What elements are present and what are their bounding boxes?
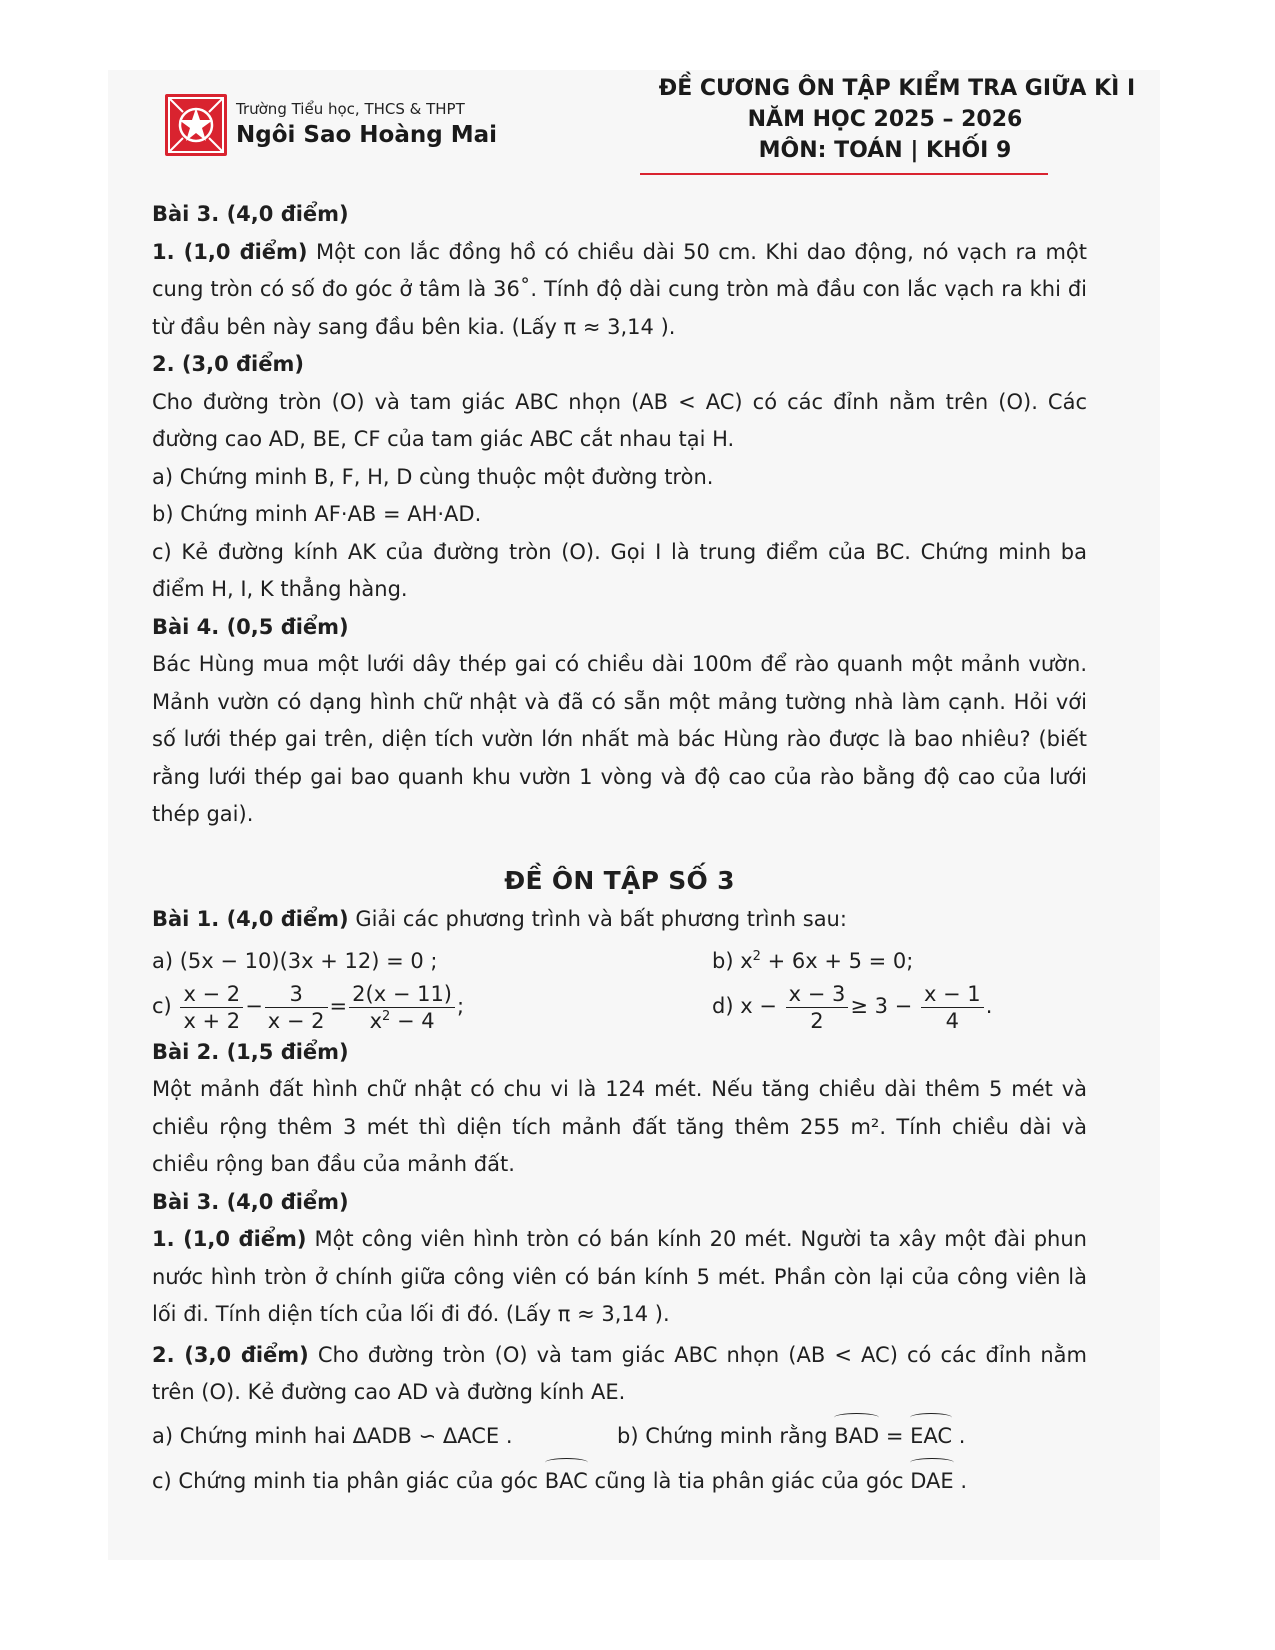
eq-c-frac-2 [265,981,328,1034]
eq-a: a) (5x − 10)(3x + 12) = 0 ; [152,948,438,973]
eq-d-f1-num: x − 3 [786,981,849,1008]
eq-c-f3-den [349,1008,455,1034]
angle-bac: BAC [545,1463,588,1501]
eq-c [152,980,712,1034]
de3-bai3-q2-ab-row [152,1418,1087,1456]
de3-bai3-q2-label: 2. (3,0 điểm) [152,1342,309,1367]
eq-b-pre: b) x [712,948,753,973]
bai3-q1 [152,234,1087,347]
bai3-q2-text: Cho đường tròn (O) và tam giác ABC nhọn (AB < AC) có các đỉnh nằm trên (O). Các đường cao AD, BE, CF của tam giác ABC cắt nhau tại H. [152,389,1087,451]
de3-title: ĐỀ ÔN TẬP SỐ 3 [504,865,735,895]
document-title: ĐỀ CƯƠNG ÔN TẬP KIỂM TRA GIỮA KÌ I [658,76,1136,101]
de3-bai2-text: Một mảnh đất hình chữ nhật có chu vi là 124 mét. Nếu tăng chiều dài thêm 5 mét và chiều rộng thêm 3 mét thì diện tích mảnh đất tăng thêm 255 m². Tính chiều dài và chiều rộng ban đầu của mảnh đất. [152,1077,1087,1176]
eq-c-f1-den: x + 2 [183,1008,241,1033]
de3-bai3-q2-a: a) Chứng minh hai ΔADB ∽ ΔACE . [152,1423,513,1448]
de3-bai3-q2-b-eq: = [879,1423,911,1448]
de3-bai3-q2-c [152,1463,1087,1501]
bai4-title: Bài 4. (0,5 điểm) [152,614,349,639]
subject-grade: MÔN: TOÁN | KHỐI 9 [758,138,1012,163]
bai4-text: Bác Hùng mua một lưới dây thép gai có chiều dài 100m để rào quanh một mảnh vườn. Mảnh vườn có dạng hình chữ nhật và đã có sẵn một mảng tường nhà làm cạnh. Hỏi với số lưới thép gai trên, diện tích vườn lớn nhất mà bác Hùng rào được là bao nhiêu? (biết rằng lưới thép gai bao quanh khu vườn 1 vòng và độ cao của rào bằng độ cao của lưới thép gai). [152,652,1087,826]
de3-bai3-q2-b-pre: b) Chứng minh rằng [617,1423,835,1448]
de3-bai3-q2-text: Cho đường tròn (O) và tam giác ABC nhọn (AB < AC) có các đỉnh nằm trên (O). Kẻ đường cao AD và đường kính AE. [152,1342,1087,1404]
angle-eac: EAC [910,1418,952,1456]
bai3-title: Bài 3. (4,0 điểm) [152,202,349,226]
de3-bai3-q2-c-pre: c) Chứng minh tia phân giác của góc [152,1469,545,1493]
eq-b [712,943,1087,981]
bai3-q2-label: 2. (3,0 điểm) [152,352,304,376]
eq-d-f1-den: 2 [810,1008,824,1033]
eq-c-f3-den-sup: 2 [382,1008,391,1024]
de3-bai3-q2-b-end: . [952,1423,966,1448]
eq-c-f1-num: x − 2 [180,981,243,1008]
de3-bai1-label: Bài 1. (4,0 điểm) [152,907,349,931]
star-emblem-icon [165,94,227,156]
eq-c-f3-den-post: − 4 [390,1008,435,1033]
de3-bai3-q2-b [617,1418,1087,1456]
de3-bai3-q1 [152,1221,1087,1334]
eq-b-sup: 2 [752,948,761,964]
bai3-q2-c: c) Kẻ đường kính AK của đường tròn (O). Gọi I là trung điểm của BC. Chứng minh ba điểm H, I, K thẳng hàng. [152,539,1087,601]
eq-d-mid: ≥ 3 − [850,994,913,1018]
eq-c-f2-den: x − 2 [267,1008,325,1033]
bai3-q2-b: b) Chứng minh AF·AB = AH·AD. [152,502,482,526]
eq-c-minus: − [245,994,263,1018]
school-year: NĂM HỌC 2025 – 2026 [747,107,1023,132]
equations-row-1 [152,943,1087,981]
angle-dae: DAE [910,1463,953,1501]
eq-d-label: d) x − [712,994,777,1018]
eq-c-end: ; [457,994,465,1018]
eq-c-label: c) [152,994,172,1018]
de3-bai1-text: Giải các phương trình và bất phương trình sau: [348,907,847,931]
eq-d-frac-2 [921,981,984,1034]
bai3-q1-text: Một con lắc đồng hồ có chiều dài 50 cm. Khi dao động, nó vạch ra một cung tròn có số đo góc ở tâm là 36˚. Tính độ dài cung tròn mà đầu con lắc vạch ra khi đi từ đầu bên này sang đầu bên kia. (Lấy π ≈ 3,14 ). [152,239,1087,339]
bai3-q1-label: 1. (1,0 điểm) [152,239,308,264]
school-logo-icon [165,94,227,156]
de3-bai2-title: Bài 2. (1,5 điểm) [152,1039,349,1064]
eq-c-eq: = [329,994,348,1018]
eq-d-f2-num: x − 1 [921,981,984,1008]
de3-bai3-q1-label: 1. (1,0 điểm) [152,1227,307,1251]
de3-bai3-q2 [152,1337,1087,1412]
eq-c-f2-num: 3 [265,981,328,1008]
equations-row-2 [152,980,1087,1034]
de3-bai1 [152,901,1087,939]
eq-d-end: . [985,994,993,1018]
school-name: Ngôi Sao Hoàng Mai [236,122,498,148]
angle-bad: BAD [834,1418,879,1456]
de3-bai3-q2-c-end: . [953,1469,968,1493]
document-header [0,0,1275,180]
eq-b-post: + 6x + 5 = 0; [760,948,914,973]
eq-c-f3-num: 2(x − 11) [349,981,455,1008]
school-subtitle: Trường Tiểu học, THCS & THPT [236,100,465,118]
eq-d-f2-den: 4 [945,1008,959,1033]
header-divider [640,173,1048,175]
eq-c-f3-den-pre: x [369,1008,382,1033]
de3-bai3-title: Bài 3. (4,0 điểm) [152,1189,349,1214]
eq-d [712,980,1087,1034]
eq-d-frac-1 [786,981,849,1034]
document-body [152,196,1087,1501]
de3-bai3-q2-c-mid: cũng là tia phân giác của góc [587,1469,911,1493]
bai3-q2-a: a) Chứng minh B, F, H, D cùng thuộc một đường tròn. [152,464,714,489]
eq-c-frac-1 [180,981,243,1034]
de3-bai3-q1-text: Một công viên hình tròn có bán kính 20 mét. Người ta xây một đài phun nước hình tròn ở chính giữa công viên có bán kính 5 mét. Phần còn lại của công viên là lối đi. Tính diện tích của lối đi đó. (Lấy π ≈ 3,14 ). [152,1227,1087,1326]
eq-c-frac-3 [349,981,455,1034]
